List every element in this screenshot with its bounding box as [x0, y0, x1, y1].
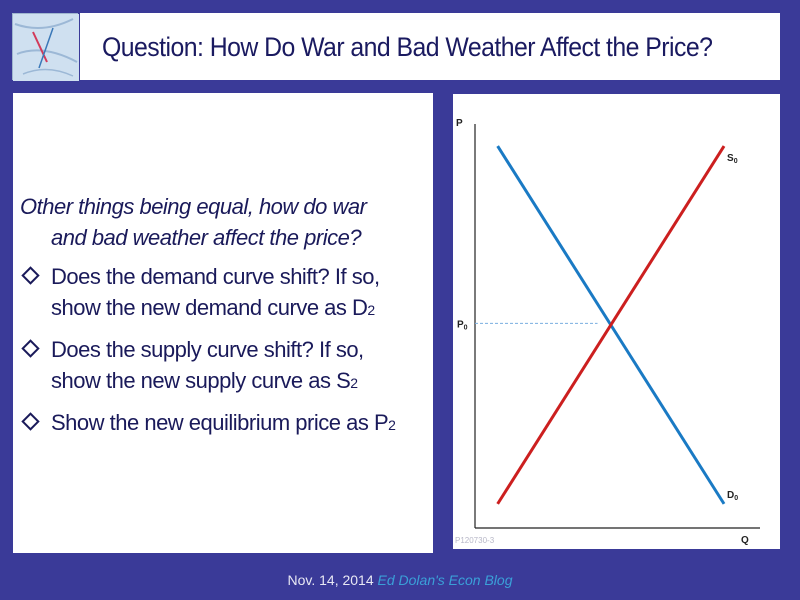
bullet-text: show the new supply curve as S: [51, 368, 351, 393]
bullet-text: show the new demand curve as D: [51, 295, 368, 320]
footer-date: Nov. 14, 2014: [287, 572, 378, 588]
bullet-item-price: [20, 407, 425, 441]
bullet-line-1: Does the supply curve shift? If so,: [51, 337, 364, 362]
title-bar: [80, 13, 780, 80]
slide-content: [20, 191, 425, 441]
logo: [12, 13, 78, 80]
diamond-bullet-icon: [21, 339, 39, 357]
intro-line-2: and bad weather affect the price?: [51, 225, 362, 250]
bullet-item-demand: [20, 261, 425, 326]
demand-curve-letter: D: [727, 489, 735, 501]
supply-curve-subscript: 0: [733, 158, 738, 166]
intro-question: [20, 191, 425, 253]
equilibrium-price-subscript: 0: [463, 324, 468, 332]
y-axis-label: P: [456, 118, 463, 129]
diamond-bullet-icon: [21, 412, 39, 430]
bullet-line-2: [51, 292, 425, 326]
bullet-item-supply: [20, 334, 425, 399]
slide-title: Question: How Do War and Bad Weather Affect the Price?: [102, 32, 713, 62]
bullet-text: Show the new equilibrium price as P: [51, 410, 389, 435]
bullet-line-1: Does the demand curve shift? If so,: [51, 264, 380, 289]
subscript: 2: [388, 417, 396, 433]
supply-demand-chart: [453, 94, 780, 549]
supply-curve-label: [727, 153, 738, 165]
subscript: 2: [350, 375, 358, 391]
supply-curve-letter: S: [727, 153, 734, 165]
equilibrium-price-letter: P: [457, 319, 464, 331]
logo-graphic: [13, 14, 79, 81]
bullet-line-1: [51, 407, 425, 441]
footer-blog-link[interactable]: Ed Dolan's Econ Blog: [377, 572, 513, 588]
footer: [0, 572, 800, 588]
bullet-line-2: [51, 365, 425, 399]
text-panel: [13, 93, 433, 553]
x-axis-label: Q: [741, 535, 749, 546]
diamond-bullet-icon: [21, 266, 39, 284]
figure-id: P120730-3: [455, 536, 495, 545]
chart-svg: [453, 94, 780, 549]
intro-line-1: Other things being equal, how do war: [20, 194, 367, 219]
demand-curve-subscript: 0: [734, 494, 739, 502]
equilibrium-price-label: [457, 319, 468, 331]
demand-curve-label: [727, 490, 738, 502]
subscript: 2: [367, 302, 375, 318]
